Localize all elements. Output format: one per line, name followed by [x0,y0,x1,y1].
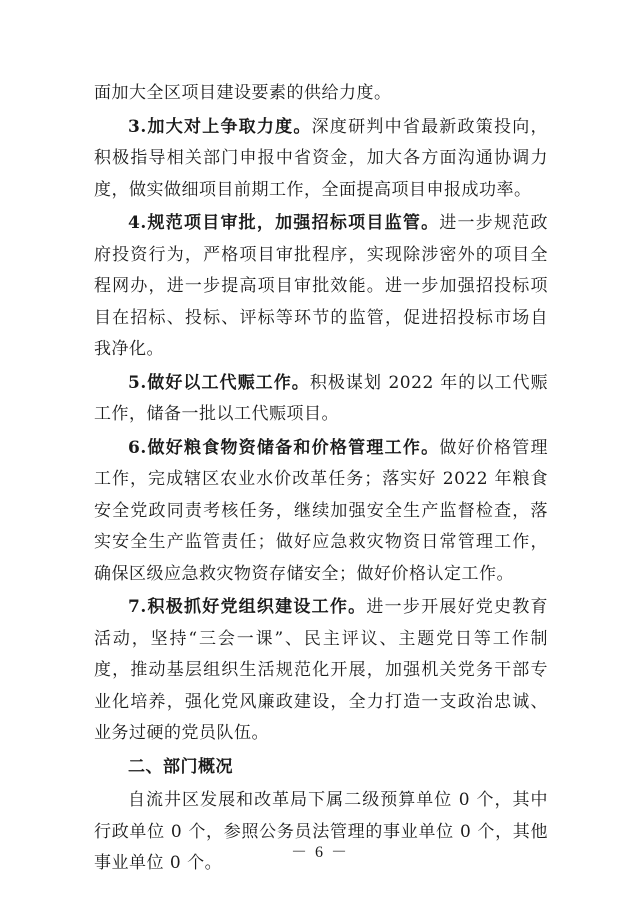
paragraph-text: 进一步规范政府投资行为，严格项目审批程序，实现除涉密外的项目全程网办，进一步提高项目审批效能。进一步加强招投标项目在招标、投标、评标等环节的监管，促进招投标市场自我净化。 [94,213,549,359]
paragraph-heading: 4.规范项目审批，加强招标项目监管。 [128,213,440,233]
paragraph-text: 深度研判中省最新政策投向，积极指导相关部门申报中省资金，加大各方面沟通协调力度，做实做细项目前期工作，全面提高项目申报成功率。 [94,116,549,200]
paragraph-text: 做好价格管理工作，完成辖区农业水价改革任务；落实好 2022 年粮食安全党政同责考核任务，继续加强安全生产监督检查，落实安全生产监管责任；做好应急救灾物资日常管理工作，确保区级应急救灾物资存储安全；做好价格认定工作。 [94,437,549,584]
paragraph-item-5 [94,368,548,431]
page-number: － 6 － [290,844,349,861]
section-heading [94,752,548,784]
section-title: 二、部门概况 [128,756,233,777]
paragraph-heading: 3.加大对上争取力度。 [128,116,312,137]
paragraph-heading: 7.积极抓好党组织建设工作。 [128,597,367,617]
paragraph-continuation [94,78,548,110]
section-paragraph [94,785,548,880]
paragraph-item-4 [94,208,548,366]
paragraph-text: 积极谋划 2022 年的以工代赈工作，储备一批以工代赈项目。 [94,372,548,424]
paragraph-item-7 [94,592,548,750]
paragraph-text: 进一步开展好党史教育活动，坚持“三会一课”、民主评议、主题党日等工作制度，推动基层组织生活规范化开展，加强机关党务干部专业化培养，强化党风廉政建设，全力打造一支政治忠诚、业务过硬的党员队伍。 [94,597,549,743]
paragraph-heading: 5.做好以工代赈工作。 [128,372,310,393]
paragraph-heading: 6.做好粮食物资储备和价格管理工作。 [128,437,440,458]
paragraph-item-6 [94,433,548,591]
section-text: 自流井区发展和改革局下属二级预算单位 0 个，其中行政单位 0 个，参照公务员法管理的事业单位 0 个，其他事业单位 0 个。 [94,790,548,873]
paragraph-item-3 [94,112,548,207]
paragraph-text: 面加大全区项目建设要素的供给力度。 [94,83,392,103]
